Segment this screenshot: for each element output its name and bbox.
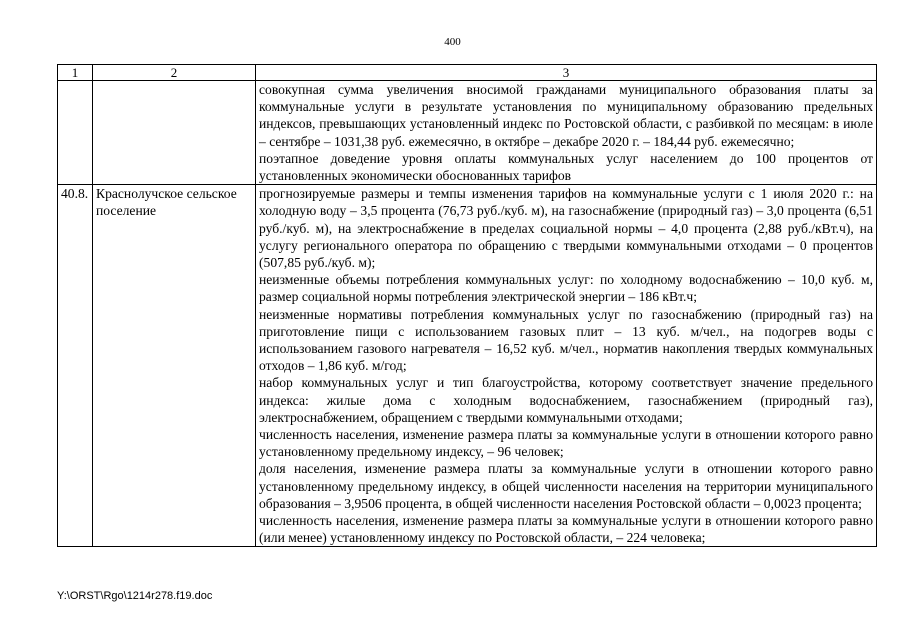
table-header-row [58,65,877,81]
paragraph: доля населения, изменение размера платы за коммунальные услуги в отношении которого равно установленному предельному индексу, в общей численности населения на территории муниципального образования – 3,9506 процента, в общей численности населения Ростовской области – 0,0023 процента; [259,461,873,511]
document-table [57,64,877,547]
table-row [58,185,877,547]
table-row [58,81,877,185]
paragraph: совокупная сумма увеличения вносимой гражданами муниципального образования платы за коммунальные услуги в результате установления по муниципальному образованию предельных индексов, превышающих установленный индекс по Ростовской области, с разбивкой по месяцам: в июле – сентябре – 1031,38 руб. ежемесячно, в октябре – декабре 2020 г. – 184,44 руб. ежемесячно; [259,82,873,149]
column-header-2: 2 [93,65,256,81]
paragraph: неизменные нормативы потребления коммунальных услуг по газоснабжению (природный газ) на приготовление пищи с использованием газовых плит – 13 куб. м/чел., на подогрев воды с использованием газового нагревателя – 16,52 куб. м/чел., норматив накопления твердых коммунальных отходов – 1,86 куб. м/год; [259,306,873,374]
description-cell [256,185,877,547]
page-number: 400 [444,36,461,48]
paragraph: набор коммунальных услуг и тип благоустройства, которому соответствует значение предельного индекса: жилые дома с холодным водоснабжением, газоснабжением (природный газ), электроснабжением, обращением с твердыми коммунальными отходами; [259,375,873,425]
paragraph: численность населения, изменение размера платы за коммунальные услуги в отношении которого равно (или менее) установленному индексу по Ростовской области, – 224 человека; [259,513,873,546]
row-number-cell [58,81,93,185]
paragraph: неизменные объемы потребления коммунальных услуг: по холодному водоснабжению – 10,0 куб. м, размер социальной нормы потребления электрической энергии – 186 кВт.ч; [259,272,873,305]
municipality-name-cell [93,81,256,185]
paragraph: численность населения, изменение размера платы за коммунальные услуги в отношении которого равно установленному предельному индексу, – 96 человек; [259,427,873,460]
row-number-cell: 40.8. [58,185,93,547]
column-header-3: 3 [256,65,877,81]
paragraph: поэтапное доведение уровня оплаты коммунальных услуг населением до 100 процентов от установленных экономически обоснованных тарифов [259,150,873,184]
file-path-footer: Y:\ORST\Rgo\1214r278.f19.doc [57,590,213,602]
description-cell [256,81,877,185]
paragraph: прогнозируемые размеры и темпы изменения тарифов на коммунальные услуги с 1 июля 2020 г.: на холодную воду – 3,5 процента (76,73 руб./куб. м), на газоснабжение (природный газ) – 3,0 процента (6,51 руб./куб. м), на электроснабжение в пределах социальной нормы – 4,0 процента (2,88 руб./кВт.ч), на услугу регионального оператора по обращению с твердыми коммунальными отходами – 0 процентов (507,85 руб./куб. м); [259,186,873,271]
column-header-1: 1 [58,65,93,81]
municipality-name-cell: Краснолучское сельское поселение [93,185,256,547]
